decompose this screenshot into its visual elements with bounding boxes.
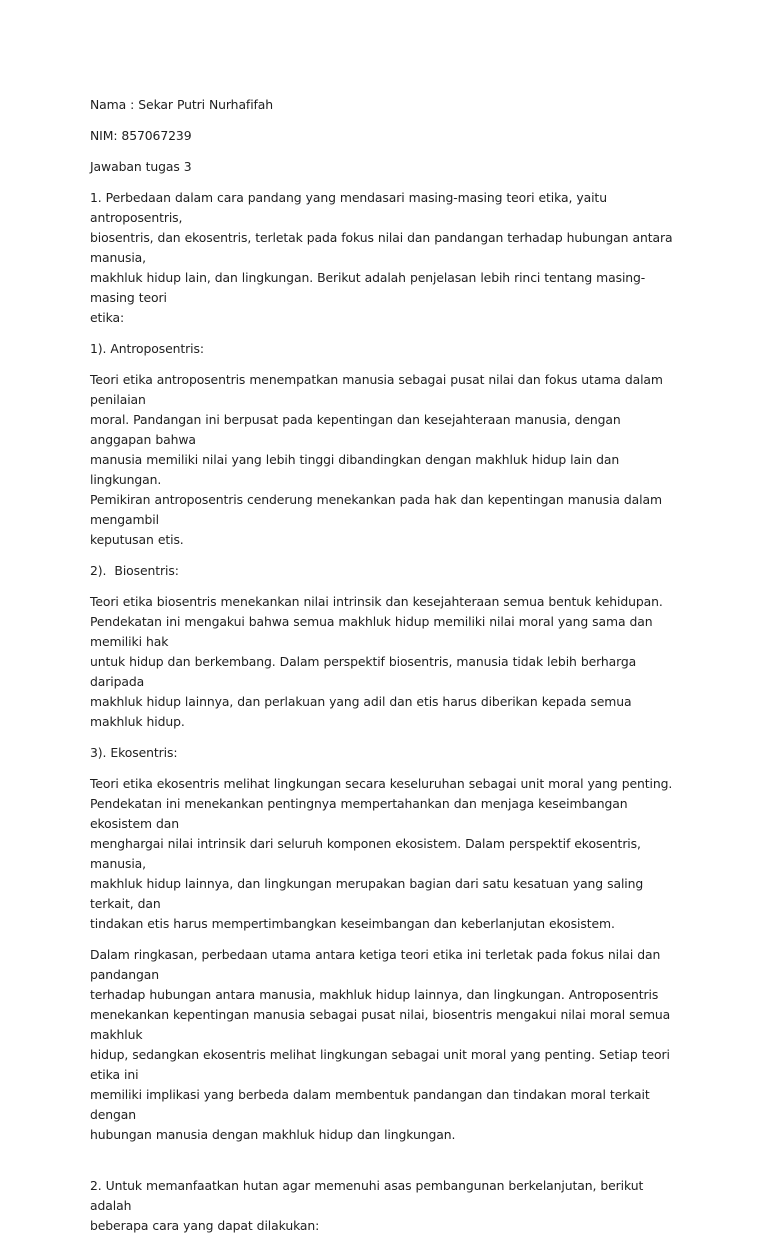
antroposentris-heading: 1). Antroposentris: [90,341,204,356]
biosentris-paragraph: Teori etika biosentris menekankan nilai intrinsik dan kesejahteraan semua bentuk kehidupan. Pendekatan ini mengakui bahwa semua makhluk hidup memiliki nilai moral yang sama dan memiliki hak untuk hidup dan berkembang. Dalam perspektif biosentris, manusia tidak lebih berharga daripada makhluk hidup lainnya, dan perlakuan yang adil dan etis harus diberikan kepada semua makhluk hidup. [90,594,663,729]
student-name: Nama : Sekar Putri Nurhafifah [90,97,274,112]
question2-intro: 2. Untuk memanfaatkan hutan agar memenuhi asas pembangunan berkelanjutan, berikut adalah beberapa cara yang dapat dilakukan: [90,1178,644,1233]
question1-intro: 1. Perbedaan dalam cara pandang yang mendasari masing-masing teori etika, yaitu antroposentris, biosentris, dan ekosentris, terletak pada fokus nilai dan pandangan terhadap hubungan antara manusia, makhluk hidup lain, dan lingkungan. Berikut adalah penjelasan lebih rinci tentang masing-masing teori etika: [90,190,673,325]
ekosentris-paragraph: Teori etika ekosentris melihat lingkungan secara keseluruhan sebagai unit moral yang penting. Pendekatan ini menekankan pentingnya mempertahankan dan menjaga keseimbangan ekosistem dan menghargai nilai intrinsik dari seluruh komponen ekosistem. Dalam perspektif ekosentris, manusia, makhluk hidup lainnya, dan lingkungan merupakan bagian dari satu kesatuan yang saling terkait, dan tindakan etis harus mempertimbangkan keseimbangan dan keberlanjutan ekosistem. [90,776,673,931]
summary-paragraph: Dalam ringkasan, perbedaan utama antara ketiga teori etika ini terletak pada fokus nilai dan pandangan terhadap hubungan antara manusia, makhluk hidup lainnya, dan lingkungan. Antroposentris menekankan kepentingan manusia sebagai pusat nilai, biosentris mengakui nilai moral semua makhluk hidup, sedangkan ekosentris melihat lingkungan sebagai unit moral yang penting. Setiap teori etika ini memiliki implikasi yang berbeda dalam membentuk pandangan dan tindakan moral terkait dengan hubungan manusia dengan makhluk hidup dan lingkungan. [90,947,671,1142]
ekosentris-heading: 3). Ekosentris: [90,745,178,760]
student-nim: NIM: 857067239 [90,128,192,143]
document-body [90,95,684,1247]
antroposentris-paragraph: Teori etika antroposentris menempatkan manusia sebagai pusat nilai dan fokus utama dalam penilaian moral. Pandangan ini berpusat pada kepentingan dan kesejahteraan manusia, dengan anggapan bahwa manusia memiliki nilai yang lebih tinggi dibandingkan dengan makhluk hidup lain dan lingkungan. Pemikiran antroposentris cenderung menekankan pada hak dan kepentingan manusia dalam mengambil keputusan etis. [90,372,663,547]
biosentris-heading: 2). Biosentris: [90,563,179,578]
assignment-title: Jawaban tugas 3 [90,159,192,174]
